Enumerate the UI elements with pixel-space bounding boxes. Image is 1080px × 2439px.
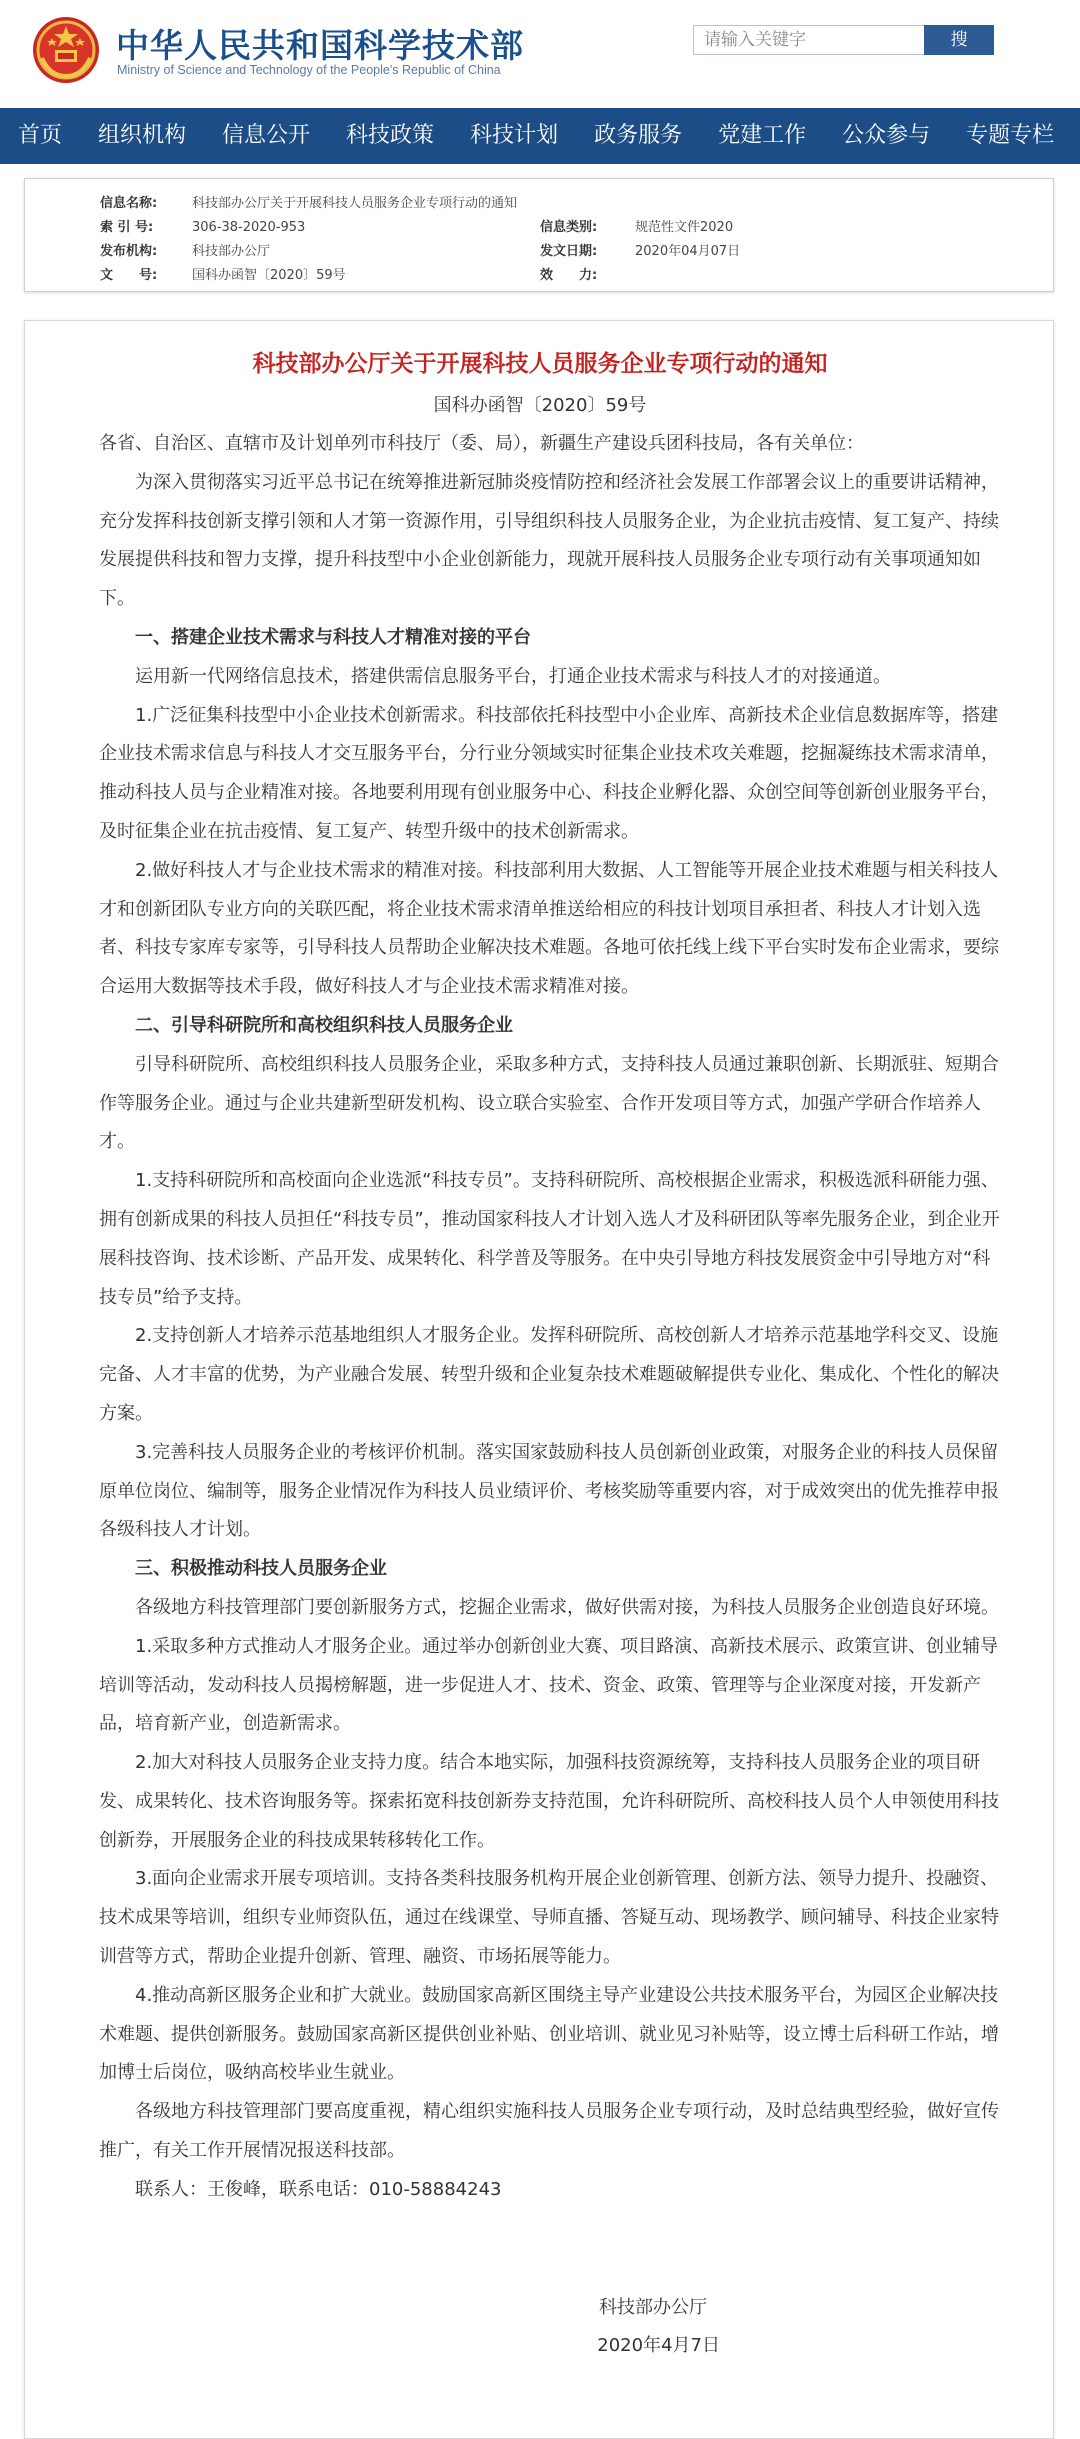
nav-item-organization[interactable]: 组织机构: [98, 123, 187, 148]
meta-value: 科技部办公厅关于开展科技人员服务企业专项行动的通知: [192, 196, 518, 211]
paragraph: 2.加大对科技人员服务企业支持力度。结合本地实际，加强科技资源统筹，支持科技人员服务企业的项目研发、成果转化、技术咨询服务等。探索拓宽科技创新券支持范围，允许科研院所、高校科技人员个人申领使用科技创新券，开展服务企业的科技成果转移转化工作。: [99, 1752, 999, 1851]
ministry-name-en[interactable]: Ministry of Science and Technology of the People's Republic of China: [117, 63, 501, 77]
section-heading: 一、搭建企业技术需求与科技人才精准对接的平台: [135, 626, 531, 648]
site-header: [0, 0, 1080, 108]
paragraph: 2.支持创新人才培养示范基地组织人才服务企业。发挥科研院所、高校创新人才培养示范基地学科交叉、设施完备、人才丰富的优势，为产业融合发展、转型升级和企业复杂技术难题破解提供专业化、集成化、个性化的解决方案。: [99, 1325, 999, 1424]
section-heading: 三、积极推动科技人员服务企业: [135, 1558, 387, 1580]
meta-label: 信息类别:: [540, 220, 598, 235]
paragraph: 引导科研院所、高校组织科技人员服务企业，采取多种方式，支持科技人员通过兼职创新、长期派驻、短期合作等服务企业。通过与企业共建新型研发机构、设立联合实验室、合作开发项目等方式，加强产学研合作培养人才。: [99, 1053, 999, 1153]
article-panel: [24, 320, 1054, 2439]
meta-date: [540, 240, 740, 259]
nav-item-home[interactable]: 首页: [18, 123, 63, 148]
search-button[interactable]: 搜: [924, 25, 994, 55]
meta-info-name: [100, 192, 517, 211]
meta-publisher: [100, 240, 270, 259]
meta-label: 文 号:: [100, 268, 158, 283]
meta-category: [540, 216, 733, 235]
article-title: 科技部办公厅关于开展科技人员服务企业专项行动的通知: [252, 351, 828, 377]
paragraph: 1.支持科研院所和高校面向企业选派“科技专员”。支持科研院所、高校根据企业需求，积极选派科研能力强、拥有创新成果的科技人员担任“科技专员”，推动国家科技人才计划入选人才及科研团队等率先服务企业，到企业开展科技咨询、技术诊断、产品开发、成果转化、科学普及等服务。在中央引导地方科技发展资金中引导地方对“科技专员”给予支持。: [99, 1170, 1000, 1308]
article-body: [99, 425, 1005, 2210]
paragraph: 1.广泛征集科技型中小企业技术创新需求。科技部依托科技型中小企业库、高新技术企业信息数据库等，搭建企业技术需求信息与科技人才交互服务平台，分行业分领域实时征集企业技术攻关难题，挖掘凝练技术需求清单，推动科技人员与企业精准对接。各地要利用现有创业服务中心、科技企业孵化器、众创空间等创新创业服务平台，及时征集企业在抗击疫情、复工复产、转型升级中的技术创新需求。: [99, 704, 999, 842]
search-input[interactable]: 请输入关键字: [693, 25, 925, 55]
paragraph: 运用新一代网络信息技术，搭建供需信息服务平台，打通企业技术需求与科技人才的对接通道。: [135, 665, 891, 687]
signature-date: 2020年4月7日: [597, 2335, 720, 2356]
meta-value: 306-38-2020-953: [192, 220, 306, 235]
paragraph: 4.推动高新区服务企业和扩大就业。鼓励国家高新区围绕主导产业建设公共技术服务平台，为园区企业解决技术难题、提供创新服务。鼓励国家高新区提供创业补贴、创业培训、就业见习补贴等，设立博士后科研工作站，增加博士后岗位，吸纳高校毕业生就业。: [99, 1984, 999, 2084]
meta-index: [100, 216, 305, 235]
signature-org: 科技部办公厅: [599, 2297, 707, 2318]
nav-item-policy[interactable]: 科技政策: [346, 123, 435, 148]
meta-label: 索 引 号:: [100, 220, 154, 235]
nav-item-services[interactable]: 政务服务: [594, 123, 683, 148]
paragraph: 为深入贯彻落实习近平总书记在统筹推进新冠肺炎疫情防控和经济社会发展工作部署会议上的重要讲话精神，充分发挥科技创新支撑引领和人才第一资源作用，引导组织科技人员服务企业，为企业抗击疫情、复工复产、持续发展提供科技和智力支撑，提升科技型中小企业创新能力，现就开展科技人员服务企业专项行动有关事项通知如下。: [99, 471, 999, 610]
article-document-number: 国科办函智〔2020〕59号: [433, 395, 647, 416]
meta-label: 信息名称:: [100, 196, 158, 211]
national-emblem-icon: [30, 14, 102, 86]
contact-line: 联系人：王俊峰，联系电话：010-58884243: [135, 2178, 502, 2200]
meta-label: 效 力:: [540, 268, 598, 283]
paragraph: 各级地方科技管理部门要高度重视，精心组织实施科技人员服务企业专项行动，及时总结典型经验，做好宣传推广，有关工作开展情况报送科技部。: [99, 2101, 999, 2162]
paragraph: 2.做好科技人才与企业技术需求的精准对接。科技部利用大数据、人工智能等开展企业技术难题与相关科技人才和创新团队专业方向的关联匹配，将企业技术需求清单推送给相应的科技计划项目承担者、科技人才计划入选者、科技专家库专家等，引导科技人员帮助企业解决技术难题。各地可依托线上线下平台实时发布企业需求，要综合运用大数据等技术手段，做好科技人才与企业技术需求精准对接。: [99, 859, 999, 998]
section-heading: 二、引导科研院所和高校组织科技人员服务企业: [135, 1014, 513, 1036]
meta-value: 2020年04月07日: [635, 244, 741, 259]
nav-item-disclosure[interactable]: 信息公开: [222, 123, 311, 148]
ministry-name-cn[interactable]: 中华人民共和国科学技术部: [116, 26, 524, 65]
paragraph: 各级地方科技管理部门要创新服务方式，挖掘企业需求，做好供需对接，为科技人员服务企业创造良好环境。: [135, 1596, 999, 1618]
paragraph: 3.面向企业需求开展专项培训。支持各类科技服务机构开展企业创新管理、创新方法、领导力提升、投融资、技术成果等培训，组织专业师资队伍，通过在线课堂、导师直播、答疑互动、现场教学、顾问辅导、科技企业家特训营等方式，帮助企业提升创新、管理、融资、市场拓展等能力。: [99, 1868, 999, 1968]
meta-validity: [540, 264, 635, 283]
meta-label: 发布机构:: [100, 244, 158, 259]
paragraph: 1.采取多种方式推动人才服务企业。通过举办创新创业大赛、项目路演、高新技术展示、政策宣讲、创业辅导培训等活动，发动科技人员揭榜解题，进一步促进人才、技术、资金、政策、管理等与企业深度对接，开发新产品，培育新产业，创造新需求。: [99, 1635, 999, 1735]
nav-item-programs[interactable]: 科技计划: [470, 123, 559, 148]
meta-value: 规范性文件2020: [635, 220, 734, 235]
nav-item-party[interactable]: 党建工作: [718, 123, 807, 148]
meta-value: 国科办函智〔2020〕59号: [192, 268, 346, 283]
meta-value: 科技部办公厅: [192, 244, 271, 259]
document-meta-box: [24, 178, 1054, 292]
meta-label: 发文日期:: [540, 244, 598, 259]
nav-item-participation[interactable]: 公众参与: [842, 123, 931, 148]
meta-docno: [100, 264, 346, 283]
paragraph: 3.完善科技人员服务企业的考核评价机制。落实国家鼓励科技人员创新创业政策，对服务企业的科技人员保留原单位岗位、编制等，服务企业情况作为科技人员业绩评价、考核奖励等重要内容，对于成效突出的优先推荐申报各级科技人才计划。: [99, 1441, 999, 1541]
paragraph: 各省、自治区、直辖市及计划单列市科技厅（委、局），新疆生产建设兵团科技局，各有关单位：: [99, 433, 864, 454]
nav-item-topics[interactable]: 专题专栏: [966, 123, 1055, 148]
main-nav: [0, 108, 1080, 164]
